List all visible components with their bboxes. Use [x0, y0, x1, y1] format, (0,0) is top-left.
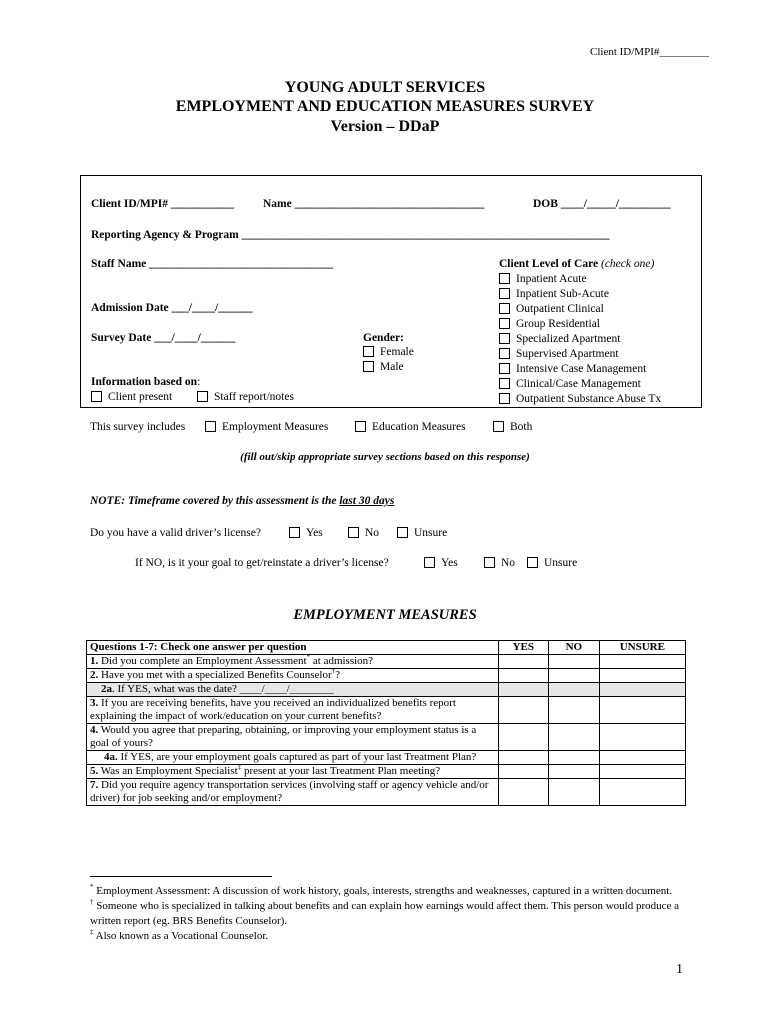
question-2a[interactable]: 2a. If YES, what was the date? ____/____/________ — [87, 683, 499, 697]
male-checkbox[interactable] — [363, 361, 374, 372]
question-2: 2. Have you met with a specialized Benefits Counselor†? — [87, 669, 499, 683]
license-unsure[interactable]: Unsure — [397, 527, 447, 539]
goal-yes[interactable]: Yes — [424, 557, 458, 569]
answer-unsure-cell[interactable] — [599, 669, 685, 683]
care-checkbox[interactable] — [499, 273, 510, 284]
no-header: NO — [549, 641, 600, 655]
footnote-2: † Someone who is specialized in talking about benefits and can explain how earnings would affect them. This person would produce a written report (eg. BRS Benefits Counselor). — [90, 898, 679, 927]
footnote-3: ‡ Also known as a Vocational Counselor. — [90, 928, 269, 942]
both-checkbox[interactable] — [493, 421, 504, 432]
gender-female-option[interactable] — [363, 346, 414, 358]
footnotes — [90, 884, 690, 944]
care-checkbox[interactable] — [499, 348, 510, 359]
client-present-checkbox[interactable] — [91, 391, 102, 402]
timeframe-note: NOTE: Timeframe covered by this assessment is the last 30 days — [90, 495, 395, 507]
care-checkbox[interactable] — [499, 378, 510, 389]
license-no[interactable]: No — [348, 527, 379, 539]
table-row — [87, 765, 686, 779]
title-line-2: EMPLOYMENT AND EDUCATION MEASURES SURVEY — [175, 98, 595, 115]
license-yes[interactable]: Yes — [289, 527, 323, 539]
answer-yes-cell[interactable] — [498, 655, 549, 669]
title-line-3: Version – DDaP — [330, 118, 440, 135]
care-checkbox[interactable] — [499, 393, 510, 404]
client-info-box — [80, 175, 702, 408]
answer-unsure-cell[interactable] — [599, 697, 685, 724]
survey-date-field[interactable]: Survey Date ___/____/______ — [91, 332, 236, 344]
care-checkbox[interactable] — [499, 333, 510, 344]
answer-yes-cell[interactable] — [498, 724, 549, 751]
table-row — [87, 669, 686, 683]
care-option[interactable]: Inpatient Sub-Acute — [499, 287, 661, 302]
answer-unsure-cell[interactable] — [599, 765, 685, 779]
answer-unsure-cell[interactable] — [599, 779, 685, 806]
table-row — [87, 779, 686, 806]
answer-unsure-cell[interactable] — [599, 724, 685, 751]
employment-measures-checkbox[interactable] — [205, 421, 216, 432]
education-measures-option[interactable]: Education Measures — [355, 421, 466, 433]
question-4a: 4a. If YES, are your employment goals captured as part of your last Treatment Plan? — [87, 751, 499, 765]
female-label: Female — [380, 346, 414, 358]
answer-no-cell[interactable] — [549, 779, 600, 806]
care-checkbox[interactable] — [499, 363, 510, 374]
care-option[interactable]: Outpatient Substance Abuse Tx — [499, 392, 661, 407]
answer-yes-cell[interactable] — [498, 697, 549, 724]
questions-header: Questions 1-7: Check one answer per question — [87, 641, 499, 655]
table-row — [87, 724, 686, 751]
goal-unsure-checkbox[interactable] — [527, 557, 538, 568]
answer-yes-cell[interactable] — [498, 779, 549, 806]
care-checkbox[interactable] — [499, 288, 510, 299]
page-number: 1 — [676, 962, 683, 977]
table-row — [87, 683, 686, 697]
answer-yes-cell[interactable] — [498, 751, 549, 765]
goal-unsure[interactable]: Unsure — [527, 557, 577, 569]
care-option[interactable]: Group Residential — [499, 317, 661, 332]
name-field[interactable]: Name _________________________________ — [263, 198, 485, 210]
admission-date-field[interactable]: Admission Date ___/____/______ — [91, 302, 253, 314]
dob-field[interactable]: DOB ____/_____/_________ — [533, 198, 671, 210]
employment-measures-option[interactable]: Employment Measures — [205, 421, 328, 433]
care-option[interactable]: Outpatient Clinical — [499, 302, 661, 317]
employment-table — [86, 640, 686, 806]
question-4: 4. Would you agree that preparing, obtaining, or improving your employment status is a goal of yours? — [87, 724, 499, 751]
answer-no-cell[interactable] — [549, 655, 600, 669]
license-no-checkbox[interactable] — [348, 527, 359, 538]
care-option[interactable]: Intensive Case Management — [499, 362, 661, 377]
answer-yes-cell[interactable] — [498, 765, 549, 779]
client-id-header: Client ID/MPI#_________ — [590, 46, 709, 58]
reporting-agency-field[interactable]: Reporting Agency & Program ________________________________________________________________ — [91, 229, 610, 241]
license-goal-question: If NO, is it your goal to get/reinstate a driver’s license? — [135, 557, 389, 569]
goal-no[interactable]: No — [484, 557, 515, 569]
female-checkbox[interactable] — [363, 346, 374, 357]
answer-unsure-cell[interactable] — [599, 751, 685, 765]
answer-no-cell[interactable] — [549, 765, 600, 779]
care-checkbox[interactable] — [499, 318, 510, 329]
question-5: 5. Was an Employment Specialist‡ present at your last Treatment Plan meeting? — [87, 765, 499, 779]
answer-no-cell[interactable] — [549, 724, 600, 751]
answer-no-cell[interactable] — [549, 697, 600, 724]
care-option[interactable]: Supervised Apartment — [499, 347, 661, 362]
question-1: 1. Did you complete an Employment Assessment* at admission? — [87, 655, 499, 669]
staff-name-field[interactable]: Staff Name ________________________________ — [91, 258, 334, 270]
goal-yes-checkbox[interactable] — [424, 557, 435, 568]
footnote-divider — [90, 876, 272, 877]
care-option[interactable]: Clinical/Case Management — [499, 377, 661, 392]
goal-no-checkbox[interactable] — [484, 557, 495, 568]
care-level-label: Client Level of Care (check one) — [499, 258, 655, 270]
footnote-1: * Employment Assessment: A discussion of work history, goals, interests, strengths and weaknesses, captured in a written document. — [90, 883, 673, 897]
gender-label: Gender: — [363, 332, 404, 344]
care-option[interactable]: Specialized Apartment — [499, 332, 661, 347]
license-question: Do you have a valid driver’s license? — [90, 527, 261, 539]
education-measures-checkbox[interactable] — [355, 421, 366, 432]
client-present-option[interactable]: Client present — [91, 391, 172, 403]
answer-yes-cell[interactable] — [498, 669, 549, 683]
answer-unsure-cell[interactable] — [599, 655, 685, 669]
care-checkbox[interactable] — [499, 303, 510, 314]
table-row — [87, 751, 686, 765]
question-7: 7. Did you require agency transportation services (involving staff or agency vehicle and/or driver) for job seeking and/or employment? — [87, 779, 499, 806]
unsure-header: UNSURE — [599, 641, 685, 655]
staff-report-checkbox[interactable] — [197, 391, 208, 402]
staff-report-option[interactable]: Staff report/notes — [197, 391, 294, 403]
both-option[interactable]: Both — [493, 421, 532, 433]
care-option[interactable]: Inpatient Acute — [499, 272, 661, 287]
client-id-field[interactable]: Client ID/MPI# ___________ — [91, 198, 235, 210]
male-label: Male — [380, 361, 404, 373]
license-yes-checkbox[interactable] — [289, 527, 300, 538]
employment-heading: EMPLOYMENT MEASURES — [293, 607, 477, 623]
question-3: 3. If you are receiving benefits, have you received an individualized benefits report explaining the impact of work/education on your current benefits? — [87, 697, 499, 724]
table-header-row — [87, 641, 686, 655]
survey-includes-label: This survey includes — [90, 421, 186, 433]
answer-no-cell[interactable] — [549, 669, 600, 683]
table-row — [87, 655, 686, 669]
table-row — [87, 697, 686, 724]
yes-header: YES — [498, 641, 549, 655]
title-line-1: YOUNG ADULT SERVICES — [284, 79, 486, 96]
answer-no-cell[interactable] — [549, 751, 600, 765]
license-unsure-checkbox[interactable] — [397, 527, 408, 538]
info-based-label: Information based on: — [91, 376, 201, 388]
fill-instructions: (fill out/skip appropriate survey sections based on this response) — [240, 451, 530, 463]
gender-male-option[interactable] — [363, 361, 404, 373]
care-level-options — [499, 272, 661, 407]
